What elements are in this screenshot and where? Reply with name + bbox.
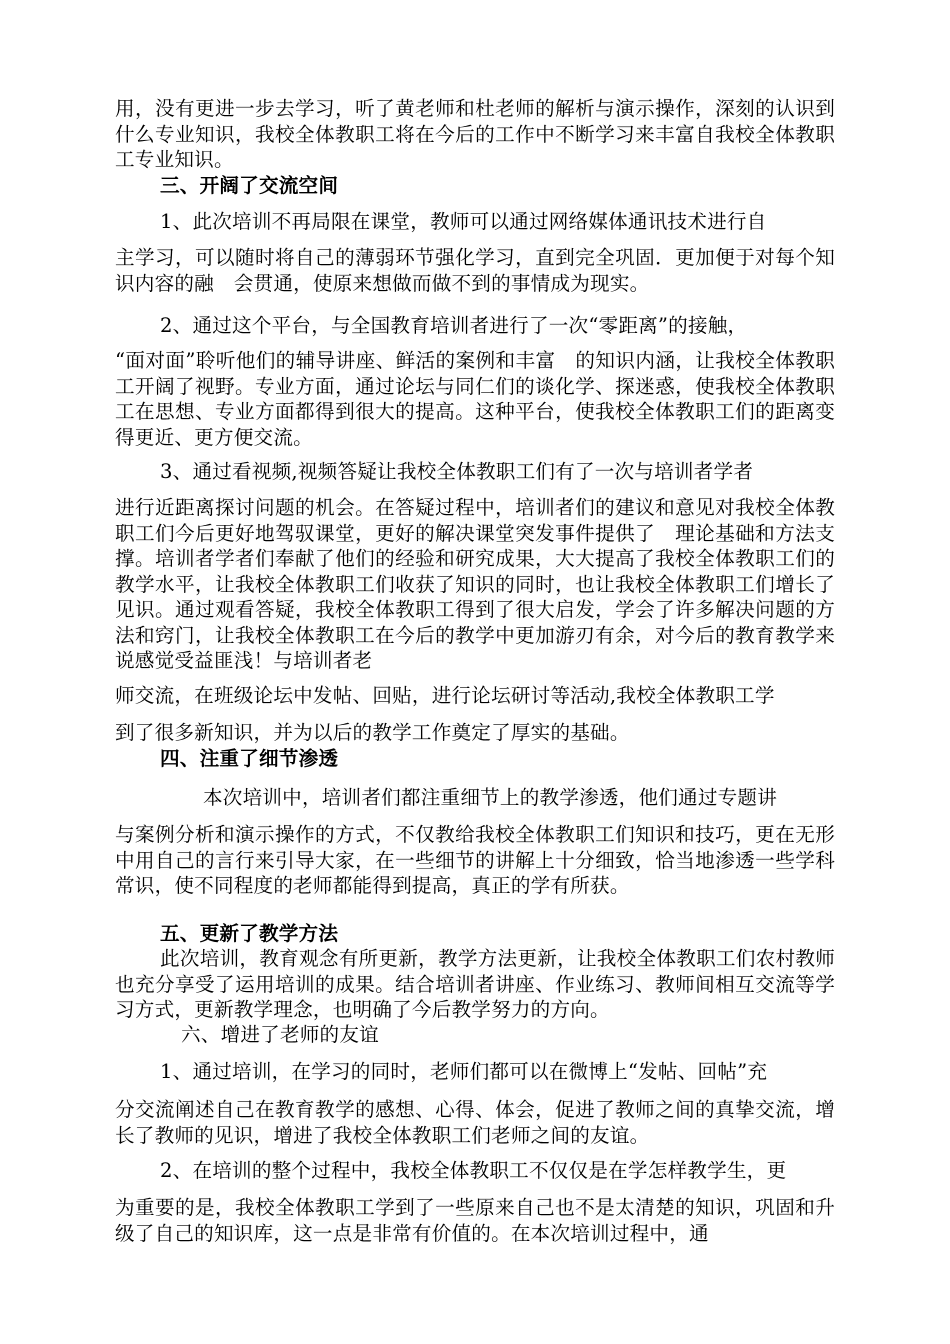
paragraph-4-body: 与案例分析和演示操作的方式，不仅教给我校全体教职工们知识和技巧，更在无形中用自己的言行来引导大家，在一些细节的讲解上十分细致，恰当地渗透一些学科常识，使不同程度的老师都能得到提高，真正的学有所获。	[115, 823, 835, 897]
section-heading-5: 五、更新了教学方法	[160, 922, 339, 945]
paragraph-3-2-body: “面对面”聆听他们的辅导讲座、鲜活的案例和丰富 的知识内涵，让我校全体教职工开阔了视野。专业方面，通过论坛与同仁们的谈化学、探迷惑，使我校全体教职工在思想、专业方面都得到很大的提高。这种平台，使我校全体教职工们的距离变得更近、更方便交流。	[115, 349, 835, 449]
paragraph-6-2-first-line: 2、在培训的整个过程中，我校全体教职工不仅仅是在学怎样教学生，更	[160, 1159, 787, 1182]
section-heading-3: 三、开阔了交流空间	[160, 174, 339, 197]
paragraph-3-2-first-line: 2、通过这个平台，与全国教育培训者进行了一次“零距离”的接触，	[160, 314, 748, 337]
paragraph-4-first-line: 本次培训中，培训者们都注重细节上的教学渗透，他们通过专题讲	[203, 786, 778, 809]
paragraph-6-1-first-line: 1、通过培训，在学习的同时，老师们都可以在微博上“发帖、回帖”充	[160, 1060, 768, 1083]
paragraph-3-3-line-a: 师交流，在班级论坛中发帖、回贴，进行论坛研讨等活动,我校全体教职工学	[115, 684, 775, 707]
section-heading-4: 四、注重了细节渗透	[160, 747, 339, 770]
paragraph-3-3-line-b: 到了很多新知识，并为以后的教学工作奠定了厚实的基础。	[115, 721, 630, 744]
paragraph-3-1-first-line: 1、此次培训不再局限在课堂，教师可以通过网络媒体通讯技术进行自	[160, 210, 767, 233]
paragraph-6-2-body: 为重要的是，我校全体教职工学到了一些原来自己也不是太清楚的知识，巩固和升级了自己的知识库，这一点是非常有价值的。在本次培训过程中，通	[115, 1196, 835, 1245]
paragraph-intro-continued: 用，没有更进一步去学习，听了黄老师和杜老师的解析与演示操作，深刻的认识到什么专业知识，我校全体教职工将在今后的工作中不断学习来丰富自我校全体教职工专业知识。	[115, 97, 835, 171]
paragraph-3-3-first-line: 3、通过看视频,视频答疑让我校全体教职工们有了一次与培训者学者	[160, 460, 754, 483]
paragraph-3-3-body: 进行近距离探讨问题的机会。在答疑过程中，培训者们的建议和意见对我校全体教职工们今后更好地驾驭课堂，更好的解决课堂突发事件提供了 理论基础和方法支撑。培训者学者们奉献了他们的经验和研究成果，大大提高了我校全体教职工们的教学水平，让我校全体教职工们收获了知识的同时，也让我校全体教职工们增长了见识。通过观看答疑，我校全体教职工得到了很大启发，学会了许多解决问题的方法和窍门，让我校全体教职工在今后的教学中更加游刃有余，对今后的教育教学来说感觉受益匪浅！与培训者老	[115, 496, 835, 672]
section-heading-6: 六、增进了老师的友谊	[181, 1023, 379, 1046]
paragraph-6-1-body: 分交流阐述自己在教育教学的感想、心得、体会，促进了教师之间的真挚交流，增长了教师的见识，增进了我校全体教职工们老师之间的友谊。	[115, 1098, 835, 1147]
paragraph-5-body: 此次培训，教育观念有所更新，教学方法更新，让我校全体教职工们农村教师也充分享受了运用培训的成果。结合培训者讲座、作业练习、教师间相互交流等学习方式，更新教学理念，也明确了今后教学努力的方向。	[115, 947, 835, 1021]
paragraph-3-1-body: 主学习，可以随时将自己的薄弱环节强化学习，直到完全巩固．更加便于对每个知识内容的融 会贯通，使原来想做而做不到的事情成为现实。	[115, 246, 835, 295]
